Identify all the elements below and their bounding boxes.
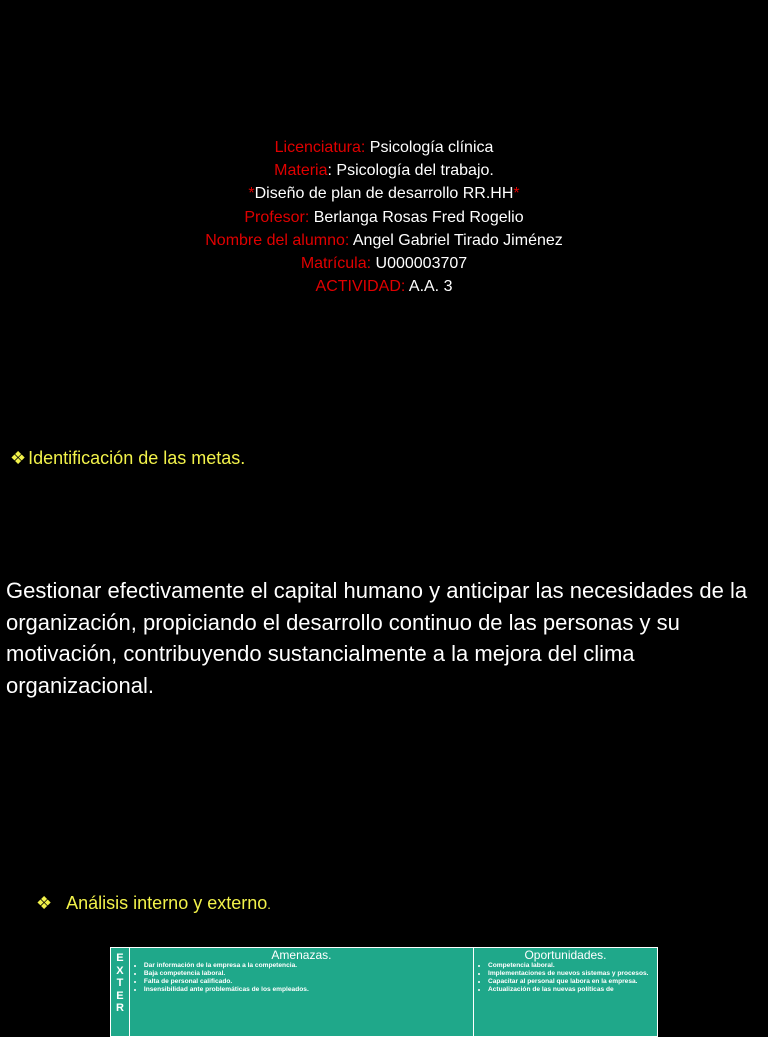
list-item: • Falta de personal calificado. (144, 978, 469, 986)
list-item: • Dar información de la empresa a la competencia. (144, 962, 469, 970)
header-line-actividad: ACTIVIDAD: A.A. 3 (315, 278, 453, 296)
oportunidades-title: Oportunidades. (524, 948, 607, 962)
list-item: • Implementaciones de nuevos sistemas y procesos. (488, 970, 653, 978)
header-line-activity-title: *Diseño de plan de desarrollo RR.HH* (248, 185, 520, 203)
side-letter: X (116, 964, 124, 977)
amenazas-title: Amenazas. (271, 948, 332, 962)
section-title-analisis (36, 893, 271, 914)
list-item: • Capacitar al personal que labora en la empresa. (488, 978, 653, 986)
header-line-matricula: Matrícula: U000003707 (300, 255, 468, 273)
oportunidades-column (474, 948, 657, 1036)
goal-paragraph: Gestionar efectivamente el capital humano y anticipar las necesidades de la organización, propiciando el desarrollo continuo de las personas y su motivación, contribuyendo sustancialmente a la mejora del clima organizacional. (6, 578, 748, 698)
cover-header (0, 136, 768, 298)
analisis-title-text: Análisis interno y externo (66, 893, 268, 913)
list-item: • Competencia laboral. (488, 962, 653, 970)
list-item: • Actualización de las nuevas políticas de (488, 986, 653, 994)
list-item: • Insensibilidad ante problemáticas de los empleados. (144, 986, 469, 994)
amenazas-column (130, 948, 474, 1036)
diamond-bullet-icon: ❖ (36, 893, 53, 913)
side-letter: R (115, 1002, 124, 1014)
header-line-profesor: Profesor: Berlanga Rosas Fred Rogelio (244, 208, 524, 226)
amenazas-list (134, 962, 469, 994)
side-letter: T (116, 977, 124, 989)
section-title-metas (10, 448, 245, 469)
header-line-licenciatura: Licenciatura: Psicología clínica (274, 139, 494, 156)
external-side-label (111, 948, 130, 1036)
metas-title-text: Identificación de las metas. (28, 448, 246, 468)
list-item: • Baja competencia laboral. (144, 970, 469, 978)
header-line-alumno: Nombre del alumno: Angel Gabriel Tirado Jiménez (205, 231, 563, 249)
side-letter: E (116, 952, 124, 964)
analisis-title-period: . (267, 897, 271, 912)
oportunidades-list (478, 962, 653, 994)
side-letter: E (116, 989, 124, 1002)
diamond-bullet-icon: ❖ (10, 448, 27, 468)
header-line-materia: Materia: Psicología del trabajo. (274, 162, 494, 180)
